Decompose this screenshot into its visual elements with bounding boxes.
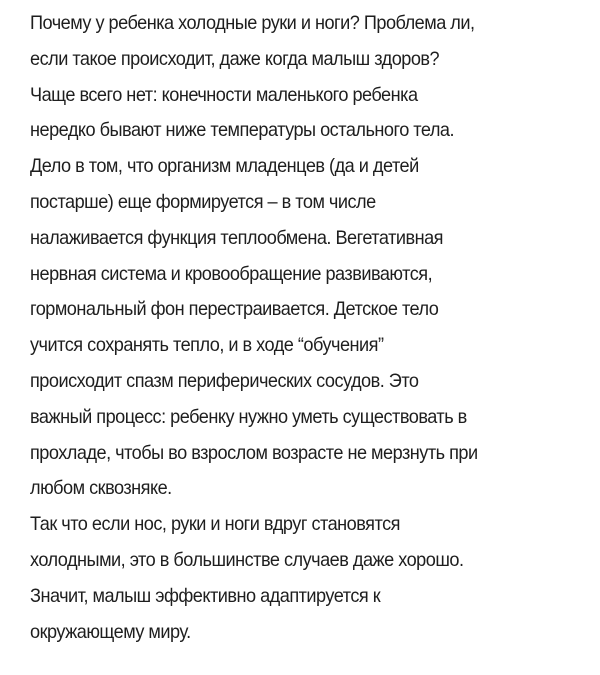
text-line: важный процесс: ребенку нужно уметь существовать в: [30, 405, 467, 428]
text-line: постарше) еще формируется – в том числе: [30, 190, 376, 213]
text-line: если такое происходит, даже когда малыш здоров?: [30, 47, 440, 70]
paragraph-1: [30, 6, 556, 507]
text-line: налаживается функция теплообмена. Вегетативная: [30, 226, 443, 249]
text-line: Значит, малыш эффективно адаптируется к: [30, 584, 381, 607]
text-line: гормональный фон перестраивается. Детское тело: [30, 298, 439, 321]
paragraph-2: [30, 507, 556, 650]
text-line: окружающему миру.: [30, 620, 191, 643]
article-text: [30, 6, 556, 650]
text-line: любом сквозняке.: [30, 477, 172, 500]
text-line: Чаще всего нет: конечности маленького ребенка: [30, 83, 418, 106]
text-line: прохладе, чтобы во взрослом возрасте не мерзнуть при: [30, 441, 478, 464]
text-line: Так что если нос, руки и ноги вдруг становятся: [30, 513, 400, 536]
text-line: нервная система и кровообращение развиваются,: [30, 262, 433, 285]
text-line: холодными, это в большинстве случаев даже хорошо.: [30, 548, 464, 571]
text-line: происходит спазм периферических сосудов. Это: [30, 369, 419, 392]
text-line: учится сохранять тепло, и в ходе “обучения”: [30, 334, 384, 357]
text-line: Почему у ребенка холодные руки и ноги? Проблема ли,: [30, 12, 475, 34]
text-line: Дело в том, что организм младенцев (да и детей: [30, 155, 419, 178]
text-line: нередко бывают ниже температуры остального тела.: [30, 119, 455, 142]
